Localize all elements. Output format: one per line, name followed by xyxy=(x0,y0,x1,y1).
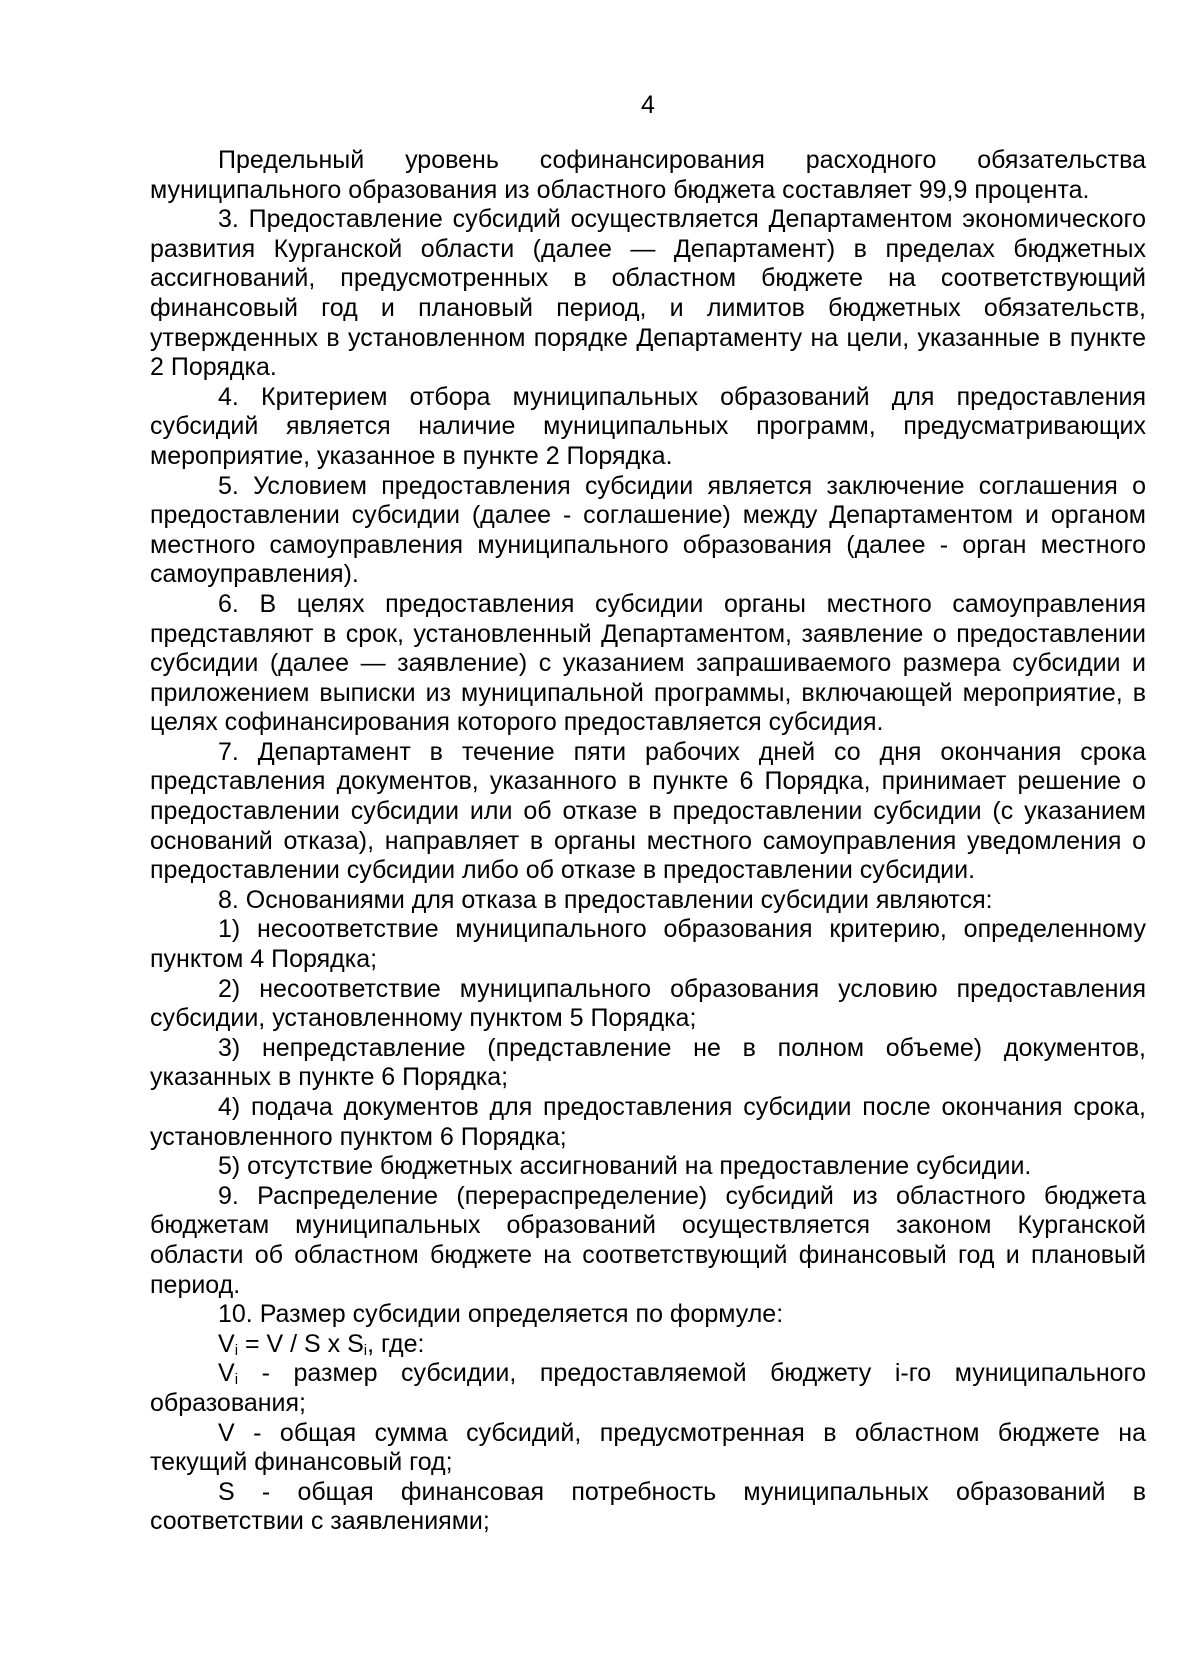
definition-vi xyxy=(150,1359,1146,1418)
paragraph-subitem-4: 4) подача документов для предоставления субсидии после окончания срока, установленного пунктом 6 Порядка; xyxy=(150,1093,1146,1151)
subsidy-formula xyxy=(150,1330,1146,1360)
paragraph-subitem-3: 3) непредставление (представление не в полном объеме) документов, указанных в пункте 6 Порядка; xyxy=(150,1033,1146,1092)
paragraph-subitem-1: 1) несоответствие муниципального образования критерию, определенному пунктом 4 Порядка; xyxy=(150,915,1146,974)
paragraph-item-9: 9. Распределение (перераспределение) субсидий из областного бюджета бюджетам муниципальных образований осуществляется законом Курганской области об областном бюджете на соответствующий финансовый год и плановый период. xyxy=(150,1181,1146,1299)
paragraph-item-6: 6. В целях предоставления субсидии органы местного самоуправления представляют в срок, установленный Департаментом, заявление о предоставлении субсидии (далее — заявление) с указанием запрашиваемого размера субсидии и приложением выписки из муниципальной программы, включающей мероприятие, в целях софинансирования которого предоставляется субсидия. xyxy=(150,589,1146,737)
paragraph-item-3: 3. Предоставление субсидий осуществляется Департаментом экономического развития Курганской области (далее — Департамент) в пределах бюджетных ассигнований, предусмотренных в областном бюджете на соответствующий финансовый год и плановый период, и лимитов бюджетных обязательств, утвержденных в установленном порядке Департаменту на цели, указанные в пункте 2 Порядка. xyxy=(150,205,1146,382)
definition-vi-text: - размер субсидии, предоставляемой бюджету i-го муниципального образования; xyxy=(150,1359,1146,1417)
paragraph-subitem-5: 5) отсутствие бюджетных ассигнований на предоставление субсидии. xyxy=(218,1152,1032,1181)
paragraph-item-4: 4. Критерием отбора муниципальных образований для предоставления субсидий является наличие муниципальных программ, предусматривающих мероприятие, указанное в пункте 2 Порядка. xyxy=(150,382,1146,470)
formula-middle: = V / S x S xyxy=(238,1329,364,1358)
definition-v: V - общая сумма субсидий, предусмотренная в областном бюджете на текущий финансовый год; xyxy=(150,1418,1146,1477)
formula-tail: , где: xyxy=(367,1329,425,1358)
definition-vi-symbol: V xyxy=(218,1359,235,1388)
paragraph-subitem-2: 2) несоответствие муниципального образования условию предоставления субсидии, установленному пунктом 5 Порядка; xyxy=(150,974,1146,1033)
paragraph-item-5: 5. Условием предоставления субсидии является заключение соглашения о предоставлении субсидии (далее - соглашение) между Департаментом и органом местного самоуправления муниципального образования (далее - орган местного самоуправления). xyxy=(150,471,1146,589)
document-page xyxy=(150,88,1146,1537)
definition-s: S - общая финансовая потребность муниципальных образований в соответствии с заявлениями; xyxy=(150,1477,1146,1536)
paragraph-cofinancing-level: Предельный уровень софинансирования расходного обязательства муниципального образования из областного бюджета составляет 99,9 процента. xyxy=(150,146,1146,204)
formula-subscript-i-2: i xyxy=(363,1341,368,1359)
paragraph-item-8: 8. Основаниями для отказа в предоставлении субсидии являются: xyxy=(218,885,993,914)
formula-symbol-v: V xyxy=(218,1329,235,1358)
paragraph-item-7: 7. Департамент в течение пяти рабочих дней со дня окончания срока представления документов, указанного в пункте 6 Порядка, принимает решение о предоставлении субсидии или об отказе в предоставлении субсидии (с указанием оснований отказа), направляет в органы местного самоуправления уведомления о предоставлении субсидии либо об отказе в предоставлении субсидии. xyxy=(150,737,1146,885)
definition-vi-subscript: i xyxy=(234,1371,239,1389)
paragraph-item-10: 10. Размер субсидии определяется по формуле: xyxy=(218,1300,784,1329)
page-number: 4 xyxy=(641,91,655,119)
formula-subscript-i: i xyxy=(234,1341,239,1359)
